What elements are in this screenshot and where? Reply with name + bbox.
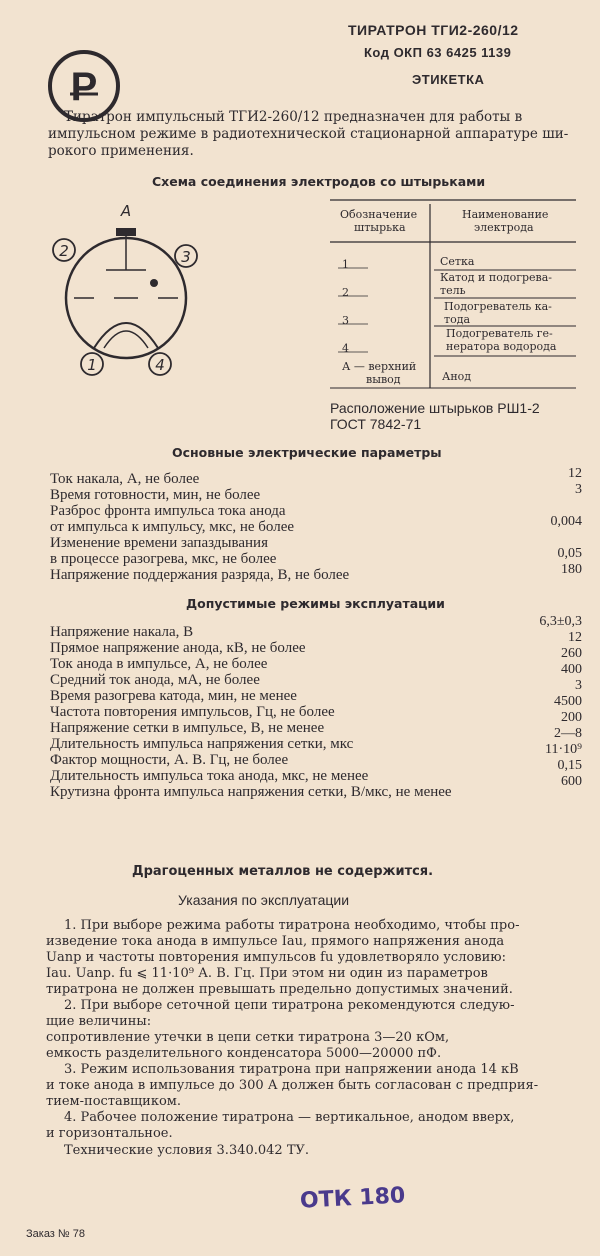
param-label: Длительность импульса тока анода, мкс, не менее [50, 768, 369, 784]
product-title: ТИРАТРОН ТГИ2-260/12 [348, 22, 519, 38]
schema-title: Схема соединения электродов со штырьками [152, 174, 486, 189]
param-value: 200 [561, 710, 582, 725]
param-value: 0,15 [557, 758, 582, 773]
quality-mark-letter: Р [70, 65, 98, 109]
table-row-pin: 3 [342, 314, 349, 327]
table-header-pin-2: штырька [354, 221, 406, 234]
param-label: Изменение времени запаздывания [50, 535, 268, 551]
table-row-name: Катод и подогрева- [440, 271, 553, 284]
otk-stamp: ОТК 180 [299, 1183, 406, 1214]
instruction-line: 1. При выборе режима работы тиратрона необходимо, чтобы про- [64, 918, 520, 933]
param-label: Напряжение сетки в импульсе, В, не менее [50, 720, 325, 736]
table-header-name-1: Наименование [462, 208, 549, 221]
pin-diagram [44, 198, 214, 378]
param-value: 0,004 [550, 514, 582, 529]
table-row-name: тода [444, 313, 471, 326]
instruction-line: 4. Рабочее положение тиратрона — вертикальное, анодом вверх, [64, 1110, 515, 1125]
order-number: Заказ № 78 [26, 1228, 86, 1240]
param-label: Крутизна фронта импульса напряжения сетки, В/мкс, не менее [50, 784, 452, 800]
param-label: Ток анода в импульсе, А, не более [50, 656, 268, 672]
table-row-pin: вывод [366, 373, 401, 386]
instruction-line: изведение тока анода в импульсе Iau, прямого напряжения анода [46, 934, 505, 949]
pin-label-2: 2 [59, 242, 69, 260]
param-label: Частота повторения импульсов, Гц, не более [50, 704, 335, 720]
instruction-line: 2. При выборе сеточной цепи тиратрона рекомендуются следую- [64, 998, 515, 1013]
param-value: 3 [575, 678, 582, 693]
param-label: Фактор мощности, А. В. Гц, не более [50, 752, 289, 768]
intro-line-2: импульсном режиме в радиотехнической стационарной аппаратуре ши- [48, 126, 569, 142]
pin-label-1: 1 [87, 356, 97, 374]
instruction-line: Uanp и частоты повторения импульсов fu удовлетворяло условию: [46, 950, 506, 965]
instruction-line: тиратрона не должен превышать предельно допустимых значений. [46, 982, 513, 997]
table-row-pin: 1 [342, 258, 349, 271]
pin-layout-line-2: ГОСТ 7842-71 [330, 416, 422, 432]
instruction-line: и токе анода в импульсе до 300 А должен быть согласован с предприя- [46, 1078, 539, 1093]
instruction-line: 3. Режим использования тиратрона при напряжении анода 14 кВ [64, 1062, 519, 1077]
param-label: в процессе разогрева, мкс, не более [50, 551, 277, 567]
param-label: Время готовности, мин, не более [50, 487, 261, 503]
pin-layout-line-1: Расположение штырьков РШ1-2 [330, 400, 540, 416]
table-header-pin-1: Обозначение [340, 208, 418, 221]
modes-title: Допустимые режимы эксплуатации [186, 596, 445, 611]
param-label: Напряжение поддержания разряда, В, не более [50, 567, 350, 583]
param-label: Время разогрева катода, мин, не менее [50, 688, 297, 704]
product-code: Код ОКП 63 6425 1139 [364, 45, 512, 60]
param-label: Прямое напряжение анода, кВ, не более [50, 640, 306, 656]
table-header-name-2: электрода [474, 221, 534, 234]
intro-line-1: Тиратрон импульсный ТГИ2-260/12 предназначен для работы в [64, 109, 523, 125]
param-value: 400 [561, 662, 582, 677]
table-row-name: Подогреватель ге- [446, 327, 553, 340]
param-value: 6,3±0,3 [539, 614, 582, 629]
table-row-name: тель [440, 284, 466, 297]
instruction-line: щие величины: [46, 1014, 152, 1029]
instruction-line: Iau. Uanp. fu ⩽ 11·10⁹ А. В. Гц. При этом ни один из параметров [46, 966, 488, 981]
param-label: Длительность импульса напряжения сетки, мкс [50, 736, 354, 752]
table-row-pin: 2 [342, 286, 349, 299]
param-value: 0,05 [557, 546, 582, 561]
param-label: Средний ток анода, мА, не более [50, 672, 260, 688]
table-row-pin: А — верхний [342, 360, 417, 373]
instruction-line: и горизонтальное. [46, 1126, 173, 1141]
instruction-line: Технические условия 3.340.042 ТУ. [64, 1143, 310, 1158]
param-value: 11·10⁹ [544, 742, 582, 757]
param-value: 12 [568, 630, 582, 645]
electrical-title: Основные электрические параметры [172, 445, 442, 460]
param-value: 4500 [554, 694, 582, 709]
param-value: 12 [568, 466, 582, 481]
param-label: Разброс фронта импульса тока анода [50, 503, 286, 519]
param-value: 180 [561, 562, 582, 577]
param-label: Напряжение накала, В [50, 624, 194, 640]
instruction-line: тием-поставщиком. [46, 1094, 182, 1109]
table-row-name: нератора водорода [446, 340, 557, 353]
document-type: ЭТИКЕТКА [412, 72, 485, 87]
pin-label-a: A [120, 202, 132, 220]
param-value: 600 [561, 774, 582, 789]
table-row-name: Анод [442, 370, 472, 383]
pin-label-4: 4 [155, 356, 165, 374]
param-label: от импульса к импульсу, мкс, не более [50, 519, 295, 535]
instruction-line: сопротивление утечки в цепи сетки тиратрона 3—20 кОм, [46, 1030, 450, 1045]
instructions-title: Указания по эксплуатации [178, 892, 350, 908]
intro-line-3: рокого применения. [48, 143, 194, 159]
param-label: Ток накала, А, не более [50, 471, 200, 487]
param-value: 3 [575, 482, 582, 497]
table-row-pin: 4 [342, 342, 349, 355]
param-value: 2—8 [554, 726, 582, 741]
table-row-name: Подогреватель ка- [444, 300, 552, 313]
precious-metals-note: Драгоценных металлов не содержится. [132, 864, 434, 879]
param-value: 260 [561, 646, 582, 661]
pin-label-3: 3 [181, 248, 191, 266]
instruction-line: емкость разделительного конденсатора 5000—20000 пФ. [46, 1046, 442, 1061]
table-row-name: Сетка [440, 255, 475, 268]
